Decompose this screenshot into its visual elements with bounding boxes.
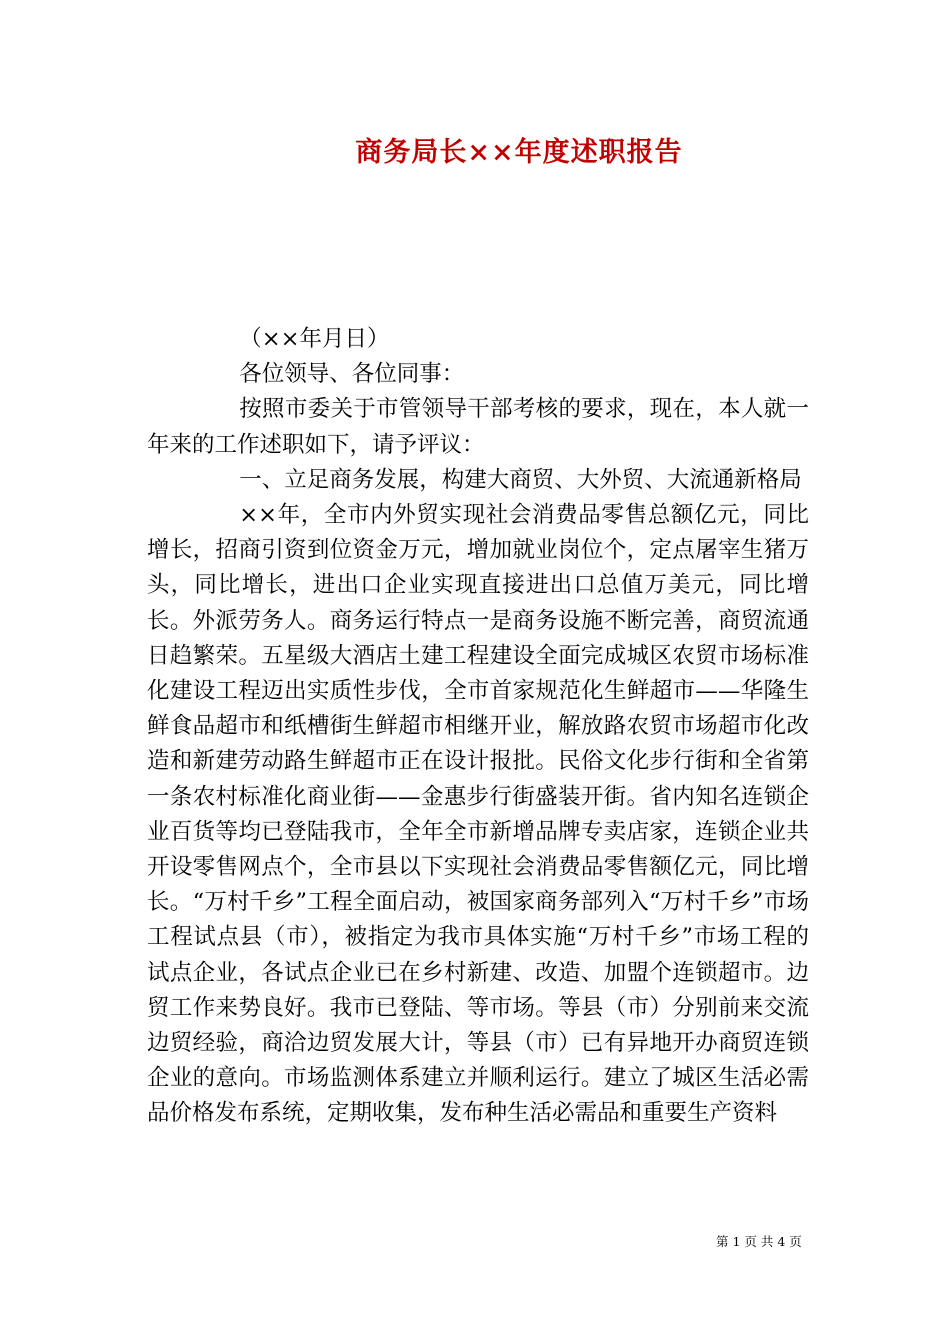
salutation: 各位领导、各位同事： bbox=[239, 361, 465, 388]
section-heading: 一、立足商务发展，构建大商贸、大外贸、大流通新格局 bbox=[239, 466, 802, 493]
date-line: （××年月日） bbox=[239, 326, 390, 352]
page-title: 商务局长××年度述职报告 bbox=[355, 137, 683, 168]
body-paragraph: ××年，全市内外贸实现社会消费品零售总额亿元，同比增长，招商引资到位资金万元，增加就业岗位个，定点屠宰生猪万头，同比增长，进出口企业实现直接进出口总值万美元，同比增长。外派劳务人。商务运行特点一是商务设施不断完善，商贸流通日趋繁荣。五星级大酒店土建工程建设全面完成城区农贸市场标准化建设工程迈出实质性步伐，全市首家规范化生鲜超市——华隆生鲜食品超市和纸槽街生鲜超市相继开业，解放路农贸市场超市化改造和新建劳动路生鲜超市正在设计报批。民俗文化步行街和全省第一条农村标准化商业街——金惠步行街盛装开街。省内知名连锁企业百货等均已登陆我市，全年全市新增品牌专卖店家，连锁企业共开设零售网点个，全市县以下实现社会消费品零售额亿元，同比增长。“万村千乡”工程全面启动，被国家商务部列入“万村千乡”市场工程试点县（市），被指定为我市具体实施“万村千乡”市场工程的试点企业，各试点企业已在乡村新建、改造、加盟个连锁超市。边贸工作来势良好。我市已登陆、等市场。等县（市）分别前来交流边贸经验，商洽边贸发展大计，等县（市）已有异地开办商贸连锁企业的意向。市场监测体系建立并顺利运行。建立了城区生活必需品价格发布系统，定期收集，发布种生活必需品和重要生产资料 bbox=[147, 502, 809, 1127]
intro-paragraph: 按照市委关于市管领导干部考核的要求，现在，本人就一年来的工作述职如下，请予评议： bbox=[147, 396, 809, 458]
page-number: 第 1 页 共 4 页 bbox=[716, 1234, 802, 1249]
document-body bbox=[147, 322, 809, 1132]
